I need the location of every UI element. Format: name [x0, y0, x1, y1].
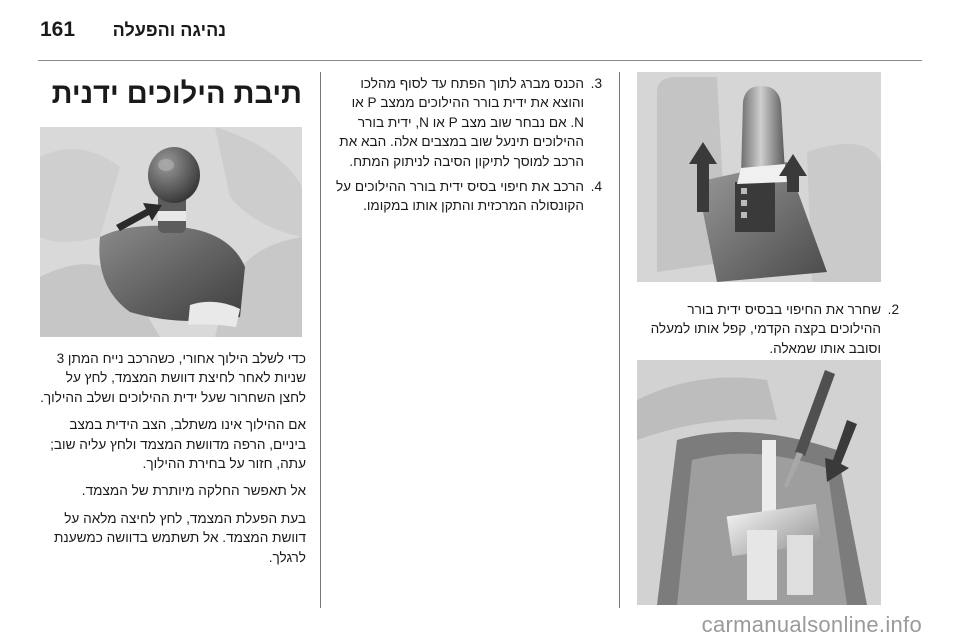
paragraph-clutch-slip: אל תאפשר החלקה מיותרת של המצמד. — [81, 483, 306, 499]
step-2-text: שחרר את החיפוי בבסיס ידית בורר ההילוכים בקצה הקדמי, קפל אותו למעלה וסובב אותו שמאלה. — [650, 302, 881, 356]
step-4-text: הרכב את חיפוי בסיס ידית בורר ההילוכים על הקונסולה המרכזית והתקן אותו במקומו. — [335, 179, 584, 214]
column-divider-right — [619, 72, 620, 608]
gear-lever-illustration — [40, 127, 302, 337]
step-4-number: 4. — [590, 179, 602, 195]
selector-lever-illustration — [637, 72, 881, 282]
right-steps-list — [637, 300, 899, 358]
page-number: 161 — [40, 18, 76, 41]
right-text-column — [637, 300, 899, 364]
step-2-number: 2. — [887, 302, 899, 317]
column-divider-left — [320, 72, 321, 608]
paragraph-clutch-pedal: בעת הפעלת המצמד, לחץ לחיצה מלאה על דוושת המצמד. אל תשתמש בדוושה כמשענת לרגלך. — [54, 510, 306, 565]
selector-lever-figure — [637, 72, 881, 282]
left-text-column — [40, 349, 306, 575]
page-header — [0, 0, 960, 62]
footer-watermark: carmanualsonline.info — [701, 612, 922, 637]
step-4 — [336, 177, 602, 216]
screwdriver-figure — [637, 360, 881, 605]
gear-lever-figure — [40, 127, 302, 337]
steps-list — [336, 74, 602, 216]
header-rule — [38, 60, 922, 61]
paragraph-reverse-gear: כדי לשלב הילוך אחורי, כשהרכב נייח המתן 3 שניות לאחר לחיצת דוושת המצמד, לחץ על לחצן השחרור שעל ידית ההילוכים ושלב ההילוך. — [40, 351, 306, 405]
step-3 — [336, 74, 602, 171]
step-3-text: הכנס מברג לתוך הפתח עד לסוף מהלכו והוצא את ידית בורר ההילוכים ממצב P או N. אם נבחר שוב מצב P או N, ידית בורר ההילוכים תינעל שוב במצבים אלה. הבא את הרכב למוסך לתיקון הסיבה לניתוק המתח. — [339, 76, 584, 169]
screwdriver-illustration — [637, 360, 881, 605]
step-3-number: 3. — [590, 76, 602, 91]
step-2 — [637, 300, 899, 358]
section-title: תיבת הילוכים ידנית — [51, 78, 302, 110]
middle-text-column — [336, 74, 602, 222]
paragraph-gear-not-engaging: אם ההילוך אינו משתלב, הצב הידית במצב ביניים, הרפה מדוושת המצמד ולחץ עליה שוב; עתה, חזור על בחירת ההילוך. — [50, 417, 306, 472]
chapter-title: נהיגה והפעלה — [112, 20, 226, 40]
